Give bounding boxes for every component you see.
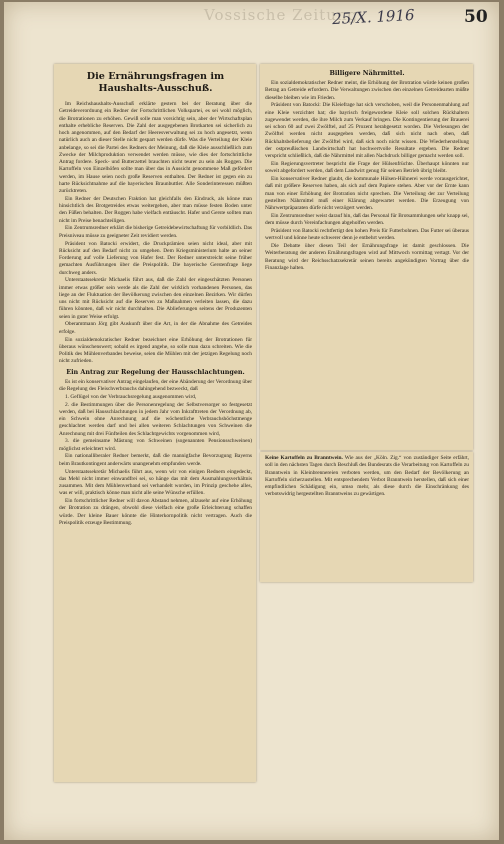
paragraph: Ein Regierungsvertreter bespricht die Frage der Hülsenfrüchte. Überhaupt könnten nur soweit abgefordert werden, daß dem Landwirt genug für seinen Betrieb übrig bleibt. [265,160,469,175]
newspaper-page [4,2,499,840]
headline-ernaehrungsfragen: Die Ernährungsfragen im Haushalts-Ausschuß. [86,71,225,94]
headline-kartoffeln: Keine Kartoffeln zu Branntwein. [265,455,343,461]
paragraph: Ein Zentrumsredner weist darauf hin, daß das Personal für Brotsammlungen sehr knapp sei, dem müsse durch Vereinfachungen abgeholfen werden. [265,212,469,227]
list-item: 3. die gemeinsame Mästung von Schweinen (sogenannten Pensionsschweinen) möglichst erleichtert wird. [59,438,252,452]
paragraph: Ein Redner der Deutschen Fraktion hat gleichfalls den Eindruck, als könne man hinsichtlich des Brotgetreides etwas weitergehen, aber man müsse festen Boden unter den Füßen behalten. Der Roggen habe vielfach enttäuscht. Hafer und Gerste sollten man nicht im Preise benachteiligen. [59,195,252,224]
paragraph: Ein nationalliberaler Redner bemerkt, daß die mannigfache Bevorzugung Bayerns beim Brautkontingent anderwärts unangenehm empfunden werde. [59,453,252,467]
masthead-watermark: Vossische Zeitung [204,6,359,24]
list-item: 1. Geflügel von der Verbrauchsregelung ausgenommen wird, [65,393,197,400]
paragraph: Präsident von Batocki: Die Kleiefrage hat sich verschoben, weil die Personenmahlung auf eine Kleie verzichtet hat; die bayrisch freigewordene Kleie soll solchen Rückhaltern zugewendet werden, die ihre Milch zum Verkauf bringen. Die Kontingentierung der Brauerei sei schon 60 auf zwei Zwölftel, auf 25 Prozent herabgesetzt worden. Die Verlesungen der Zwölftel werden nicht ausgegeben werden, daß sich nicht nach oben, daß Rückhaltsbelieferung der Zwölftel wird, daß sich noch nicht wissen. Die Wiederherstellung der ostpreußischen Landwirtschaft hat hochwertvolle Resultate ergeben. Die Redner verspricht schließlich, daß die Nährmittel mit allen Nachdruck billiger gemacht werden soll. [265,102,469,160]
paragraph: Im Reichshaushalts-Ausschuß erklärte gestern bei der Beratung über die Getreideverordnung ein Redner der Fortschrittlichen Volkspartei, es sei wohl möglich, die Brotrationen zu erhöhen. Gewiß solle man vorsichtig sein, aber der Wirtschaftsplan enthalte erhebliche Reserven. Die Zahl der ausgegebenen Brotkarten sei sicherlich zu hoch angenommen, auf den Bedarf der Heeresverwaltung sei zu hoch angesetzt, wenn natürlich auch an dieser Stelle nicht gespart werden dürfe. Was die Verteilung der Kleie anbelange, so sei die Partei des Redners der Meinung, daß die Kleie ausschließlich zum Zwecke der Milchproduktion verwendet werden müsse, wie dies der fortschrittliche Antrag fordere. Speck- und Butterzettel brauchten nicht teurer zu sein als Roggen. Die Kartoffeln von Einzelhöfen sollte man über das in Aussicht genommene Maß gefördert werden, im Hause seien noch große Reserven enthalten. Der Redner ist gegen ein zu harte Rücksichtnahme auf die bayerischen Braunbuttler. Alle Sonderinteressen müßten zurücktreten. [59,101,252,194]
paragraph: Ein sozialdemokratischer Redner bezeichnet eine Erhöhung der Brotrationen für überaus wünschenswert; sobald es irgend angehe, so solle man dazu schreiten. Wie die Politik des Mühlenverbandes beweise, seien die Mühlen mit der jetzigen Regelung noch nicht zufrieden. [59,336,252,365]
clipping-kartoffeln [260,452,473,582]
paragraph: Oberamtmann Jörg gibt Auskunft über die Art, in der die Abnahme des Getreides erfolge. [59,321,252,335]
list-item: 2. die Bestimmungen über die Personenregelung der Selbstversorger so festgesetzt werden, daß bei Hausschlachtungen in jedem Jahr vom Inkrafttreten der Verordnung ab, ein Schwein ohne Anrechnung auf die wöchentliche Verbrauchshöchstmenge geschlachtet werden darf und bei allen weiteren Schlachtungen von Schweinen die Anrechnung mit drei Fünfteilen des Schlachtgewichts vorgenommen wird, [59,401,252,437]
paragraph: Präsident von Batocki rechtfertigt den hohen Preis für Futterbohnen. Das Futter sei überaus wertvoll und könne heute schwerer denn je entbehrt werden. [265,227,469,242]
headline-naehrmittel: Billigere Nährmittel. [329,69,405,77]
paragraph [265,455,469,499]
paragraph: Präsident von Batocki erwidert, die Druckprämien seien nicht ideal, aber mit Rücksicht auf den Bedarf nicht zu umgehen. Dem Kriegsministerium halte an seiner Forderung auf volle Lieferung von Hafer fest. Der Redner unterstreicht seine früher gemachten Ausführungen über die Preispolitik. Die bayerische Gerstenfrage liege durchweg anders. [59,240,252,276]
paragraph: Unterstaatssekretär Michaelis führt aus, daß die Zahl der eingeschätzten Personen immer etwas größer sein werde als die Zahl der wirklich vorhandenen Personen, das liege an der Fluktuation der Bevölkerung zwischen den einzelnen Bezirken. Wir dürfen uns nicht mit Rücksicht auf die Reserven zu Maßnahmen verleiten lassen, die dazu führen könnten, daß wir nicht durchhalten. Die Ablieferungen seitens der Produzenten seien in guter Weise erfolgt. [59,277,252,320]
paragraph: Ein konservativer Redner glaubt, die kommunale Hülsen-Hühnerei werde vorausgerichtet, daß mit größere Reserven haben, als sich auf dem Papiere stehen. Aber vor der Ernte kann man von einer Erhöhung der Brotration nicht sprechen. Die Verteilung der zur Verteilung gestellten Nährmittel muß einer Klärung abgewartet werden. Die Erzeugung von Nährwertpräparaten dürfe nicht verzögert werden. [265,176,469,212]
paragraph: Ein Zentrumsredner erklärt die bisherige Getreidebewirtschaftung für vorbildlich. Das Preisniveau müsse zu geeigneter Zeit revidiert werden. [59,225,252,239]
paragraph: Die Debatte über diesen Teil der Ernährungsfrage ist damit geschlossen. Die Weiterberatung der anderen Ernährungsfragen wird auf Mittwoch vormittag vertagt. Vor der Beratung wird der Reichsschatzsekretär seinen bereits angekündigten Vortrag über die Finanzlage halten. [265,243,469,271]
paragraph: Ein sozialdemokratischer Redner meint, die Erhöhung der Brotration würde keinen großen Betrag an Getreide erfordern. Die Verwaltungen zwischen den einzelnen Getreidearten müßte dieselbe bleiben wie im Frieden. [265,80,469,101]
handwritten-date: 25/X. 1916 [331,5,415,29]
page-number: 50 [464,7,488,27]
article-text: Wie aus der „Köln. Zig.“ von zuständiger Seite erfährt, soll in den nächsten Tagen durch Beschluß des Bundesrats die Verarbeitung von Kartoffeln zu Branntwein in Kleinbrennereien verboten werden, um den Bedarf der Bevölkerung an Kartoffeln sicherzustellen. Mit entsprechendem Verbot Branntwein herstellen, daß sich einer empfindlichen Schädigung ein, umso mehr, als diese durch die Einschränkung des verbotswidrig hergestellten Branntweins zu gewärtigen. [265,455,469,498]
paragraph: Ein fortschrittlicher Redner will davon Abstand nehmen, allzusehr auf eine Erhöhung der Brotration zu drängen, obwohl diese vielfach eine große Erleichterung schaffen würde. Der kleine Bauer könnte die Hinterkornpolitik nicht vertragen. Auch die Preispolitik erzeuge Bestimmung. [59,498,252,526]
column-left [54,64,256,527]
clipping-ernaehrungsfragen [54,64,256,782]
paragraph: Unterstaatssekretär Michaelis führt aus, wenn wir von einigen Rednern eingedeckt, das Mehl nicht immer einwandfrei sei, so hänge das mit dem Ausmahlungsverhältnis zusammen. Mit dem Mühlenverband sei verhandelt worden, im Prinzip geschehe alles, was er will, praktisch könne man nicht alle seine Wünsche erfüllen. [59,468,252,497]
clipping-naehrmittel [260,64,473,450]
paragraph: Es ist ein konservativer Antrag eingelaufen, der eine Abänderung der Verordnung über die Regelung des Fleischverbrauchs dahingehend bezweckt, daß [59,378,252,392]
column-right-lower [260,452,473,499]
subhead-hausschlachtungen: Ein Antrag zur Regelung der Hausschlachtungen. [66,367,245,376]
column-right [260,64,473,272]
